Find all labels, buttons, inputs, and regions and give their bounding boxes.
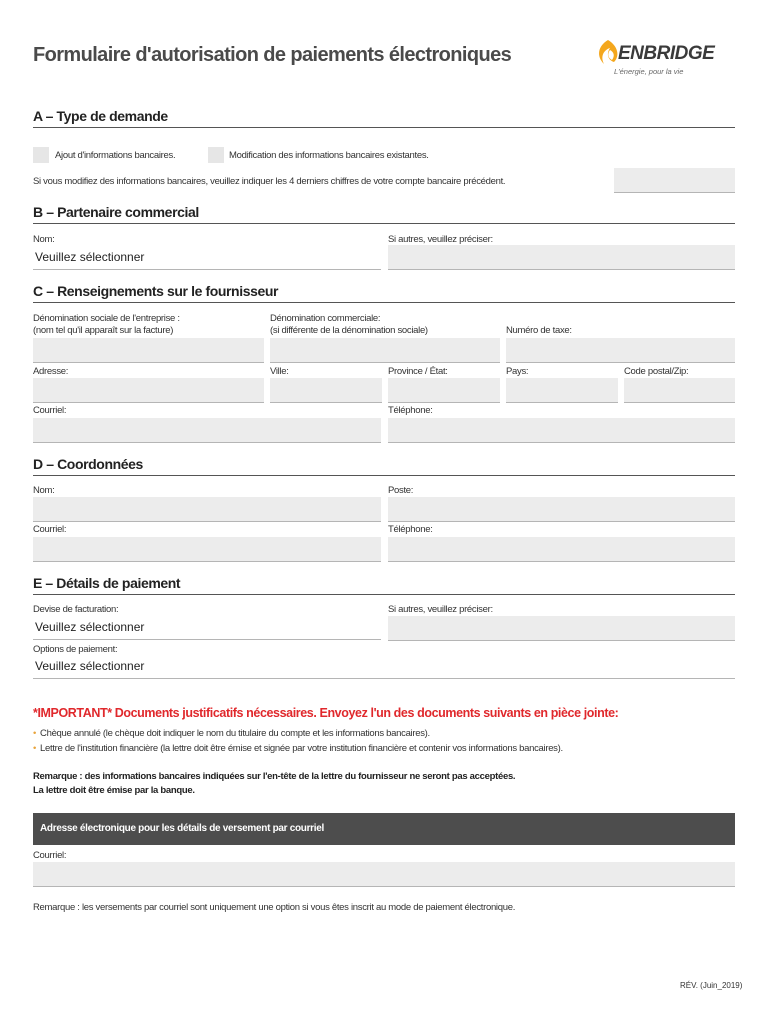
contact-name-label: Nom: <box>33 485 55 496</box>
remittance-email-label: Courriel: <box>33 850 67 861</box>
section-a-rule <box>33 127 735 128</box>
currency-label: Devise de facturation: <box>33 604 119 615</box>
province-input[interactable] <box>388 378 500 403</box>
partner-other-label: Si autres, veuillez préciser: <box>388 234 493 245</box>
country-label: Pays: <box>506 366 529 377</box>
contact-ext-input[interactable] <box>388 497 735 522</box>
contact-phone-input[interactable] <box>388 537 735 562</box>
postal-label: Code postal/Zip: <box>624 366 689 377</box>
contact-email-label: Courriel: <box>33 524 67 535</box>
supplier-phone-input[interactable] <box>388 418 735 443</box>
section-a-heading: A – Type de demande <box>33 108 168 124</box>
province-label: Province / État: <box>388 366 448 377</box>
remark-bank: La lettre doit être émise par la banque. <box>33 785 195 796</box>
city-label: Ville: <box>270 366 289 377</box>
modify-banking-checkbox[interactable] <box>208 147 224 163</box>
partner-name-select[interactable] <box>33 247 381 270</box>
important-heading: *IMPORTANT* Documents justificatifs nécessaires. Envoyez l'un des documents suivants en pièce jointe: <box>33 706 619 720</box>
section-b-rule <box>33 223 735 224</box>
remittance-note: Remarque : les versements par courriel sont uniquement une option si vous êtes inscrit au mode de paiement électronique. <box>33 902 516 913</box>
logo-tagline: L'énergie, pour la vie <box>614 67 684 76</box>
currency-other-input[interactable] <box>388 616 735 641</box>
legal-name-input[interactable] <box>33 338 264 363</box>
bullet-letter: • Lettre de l'institution financière (la lettre doit être émise et signée par votre institution financière et contenir vos informations bancaires). <box>33 743 563 754</box>
add-banking-checkbox[interactable] <box>33 147 49 163</box>
contact-name-input[interactable] <box>33 497 381 522</box>
section-e-heading: E – Détails de paiement <box>33 575 181 591</box>
tax-number-label: Numéro de taxe: <box>506 325 572 336</box>
section-d-heading: D – Coordonnées <box>33 456 143 472</box>
currency-select[interactable] <box>33 617 381 640</box>
partner-other-input[interactable] <box>388 245 735 270</box>
page-title: Formulaire d'autorisation de paiements électroniques <box>33 44 512 66</box>
payment-options-value: Veuillez sélectionner <box>35 659 145 673</box>
supplier-phone-label: Téléphone: <box>388 405 433 416</box>
section-e-rule <box>33 594 735 595</box>
section-c-rule <box>33 302 735 303</box>
remark-letterhead: Remarque : des informations bancaires indiquées sur l'en-tête de la lettre du fournisseur ne seront pas acceptées. <box>33 771 516 782</box>
add-banking-label: Ajout d'informations bancaires. <box>55 150 176 161</box>
payment-options-label: Options de paiement: <box>33 644 118 655</box>
postal-input[interactable] <box>624 378 735 403</box>
section-c-heading: C – Renseignements sur le fournisseur <box>33 283 279 299</box>
partner-name-value: Veuillez sélectionner <box>35 250 145 264</box>
contact-phone-label: Téléphone: <box>388 524 433 535</box>
modify-banking-label: Modification des informations bancaires existantes. <box>229 150 429 161</box>
partner-name-label: Nom: <box>33 234 55 245</box>
contact-ext-label: Poste: <box>388 485 414 496</box>
remittance-bar <box>33 813 735 845</box>
address-input[interactable] <box>33 378 264 403</box>
section-b-heading: B – Partenaire commercial <box>33 204 199 220</box>
supplier-email-input[interactable] <box>33 418 381 443</box>
last4-input[interactable] <box>614 168 735 193</box>
country-input[interactable] <box>506 378 618 403</box>
payment-options-select[interactable] <box>33 656 735 679</box>
section-d-rule <box>33 475 735 476</box>
remittance-bar-title: Adresse électronique pour les détails de versement par courriel <box>40 823 324 834</box>
supplier-email-label: Courriel: <box>33 405 67 416</box>
enbridge-logo <box>594 38 739 84</box>
revision-label: RÉV. (Juin_2019) <box>680 981 743 990</box>
bullet-cheque: • Chèque annulé (le chèque doit indiquer le nom du titulaire du compte et les informations bancaires). <box>33 728 430 739</box>
currency-other-label: Si autres, veuillez préciser: <box>388 604 493 615</box>
last4-prompt: Si vous modifiez des informations bancaires, veuillez indiquer les 4 derniers chiffres de votre compte bancaire précédent. <box>33 176 506 187</box>
currency-value: Veuillez sélectionner <box>35 620 145 634</box>
address-label: Adresse: <box>33 366 69 377</box>
tax-number-input[interactable] <box>506 338 735 363</box>
trade-name-label: Dénomination commerciale: (si différente de la dénomination sociale) <box>270 313 428 336</box>
contact-email-input[interactable] <box>33 537 381 562</box>
legal-name-label: Dénomination sociale de l'entreprise : (nom tel qu'il apparaît sur la facture) <box>33 313 180 336</box>
remittance-email-input[interactable] <box>33 862 735 887</box>
trade-name-input[interactable] <box>270 338 500 363</box>
city-input[interactable] <box>270 378 382 403</box>
logo-wordmark: ENBRIDGE <box>618 43 715 64</box>
